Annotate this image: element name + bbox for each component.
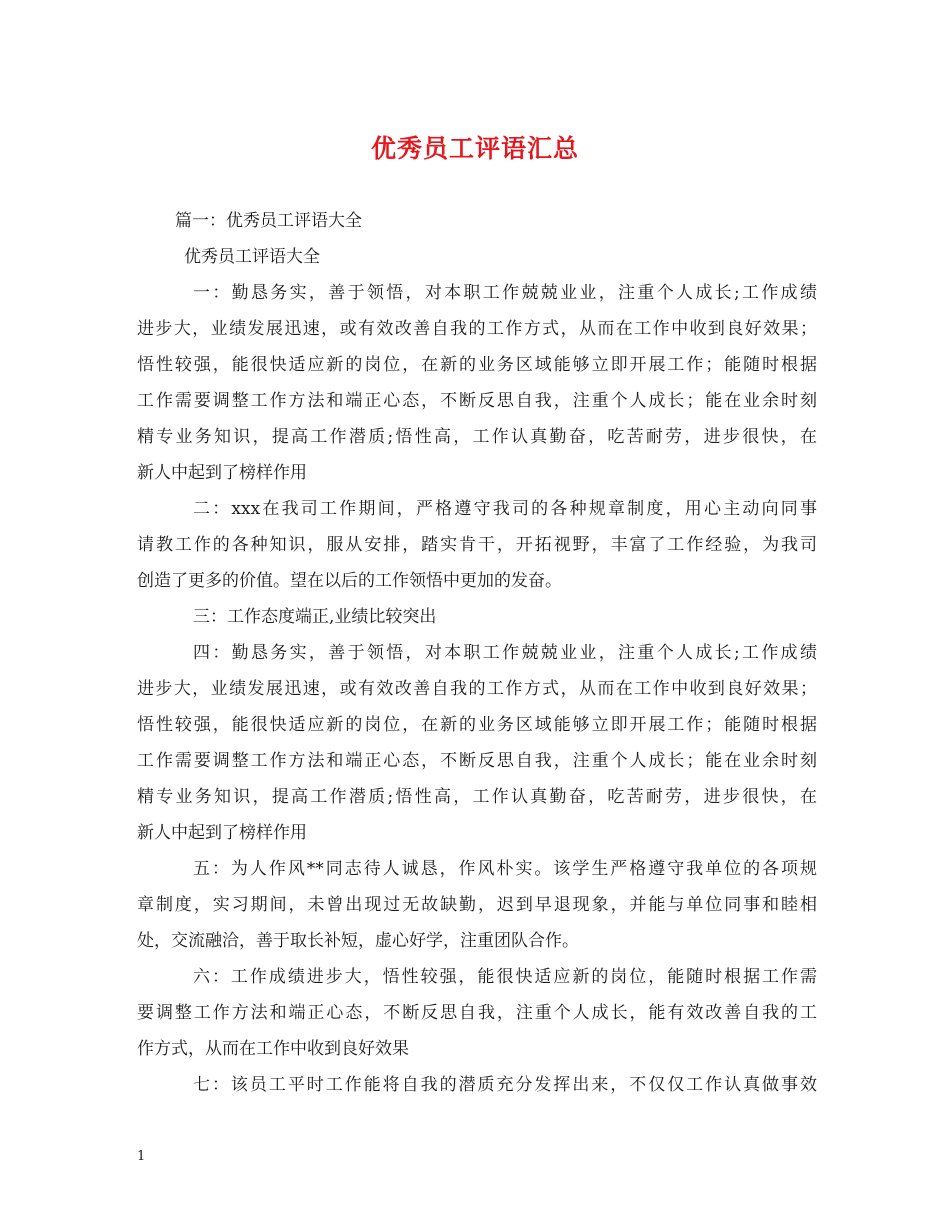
paragraph-line: 章制度，实习期间，未曾出现过无故缺勤，迟到早退现象，并能与单位同事和睦相 xyxy=(137,895,817,915)
paragraph-line: 处，交流融洽，善于取长补短，虚心好学，注重团队合作。 xyxy=(137,931,579,951)
paragraph-line: 四：勤恳务实，善于领悟，对本职工作兢兢业业，注重个人成长;工作成绩 xyxy=(193,643,817,663)
paragraph-1 xyxy=(137,275,817,491)
paragraph-line: 七：该员工平时工作能将自我的潜质充分发挥出来，不仅仅工作认真做事效 xyxy=(193,1075,817,1095)
paragraph-4 xyxy=(137,635,817,851)
paragraph-line: 作方式，从而在工作中收到良好效果 xyxy=(137,1039,409,1059)
paragraph-line: 请教工作的各种知识，服从安排，踏实肯干，开拓视野，丰富了工作经验，为我司 xyxy=(137,535,817,555)
paragraph-line: 要调整工作方法和端正心态，不断反思自我，注重个人成长，能有效改善自我的工 xyxy=(137,1003,817,1023)
paragraph-line: 悟性较强，能很快适应新的岗位，在新的业务区域能够立即开展工作；能随时根据 xyxy=(137,355,817,375)
paragraph-line: 进步大，业绩发展迅速，或有效改善自我的工作方式，从而在工作中收到良好效果； xyxy=(137,319,817,339)
paragraph-5 xyxy=(137,851,817,959)
paragraph-line: 一：勤恳务实，善于领悟，对本职工作兢兢业业，注重个人成长;工作成绩 xyxy=(193,283,817,303)
section-title: 篇一：优秀员工评语大全 xyxy=(175,211,362,231)
paragraph-line: 五：为人作风**同志待人诚恳，作风朴实。该学生严格遵守我单位的各项规 xyxy=(193,859,817,879)
paragraph-line: 六：工作成绩进步大，悟性较强，能很快适应新的岗位，能随时根据工作需 xyxy=(193,967,817,987)
paragraph-line: 工作需要调整工作方法和端正心态，不断反思自我，注重个人成长；能在业余时刻 xyxy=(137,751,817,771)
paragraph-6 xyxy=(137,959,817,1067)
paragraph-line: 二：xxx在我司工作期间，严格遵守我司的各种规章制度，用心主动向同事 xyxy=(193,499,817,519)
paragraph-7 xyxy=(137,1067,817,1103)
paragraph-line: 悟性较强，能很快适应新的岗位，在新的业务区域能够立即开展工作；能随时根据 xyxy=(137,715,817,735)
paragraph-line: 新人中起到了榜样作用 xyxy=(137,463,307,483)
paragraph-line: 三：工作态度端正,业绩比较突出 xyxy=(193,607,437,627)
paragraph-line: 工作需要调整工作方法和端正心态，不断反思自我，注重个人成长；能在业余时刻 xyxy=(137,391,817,411)
paragraph-line: 精专业务知识，提高工作潜质;悟性高，工作认真勤奋，吃苦耐劳，进步很快，在 xyxy=(137,787,817,807)
subsection-title: 优秀员工评语大全 xyxy=(184,247,320,267)
paragraph-line: 精专业务知识，提高工作潜质;悟性高，工作认真勤奋，吃苦耐劳，进步很快，在 xyxy=(137,427,817,447)
document-body xyxy=(137,203,817,1103)
paragraph-line: 新人中起到了榜样作用 xyxy=(137,823,307,843)
paragraph-2 xyxy=(137,491,817,599)
paragraph-line: 进步大，业绩发展迅速，或有效改善自我的工作方式，从而在工作中收到良好效果； xyxy=(137,679,817,699)
paragraph-3 xyxy=(137,599,817,635)
paragraph-line: 创造了更多的价值。望在以后的工作领悟中更加的发奋。 xyxy=(137,571,562,591)
page-number: 1 xyxy=(137,1149,146,1164)
document-title: 优秀员工评语汇总 xyxy=(370,134,579,163)
